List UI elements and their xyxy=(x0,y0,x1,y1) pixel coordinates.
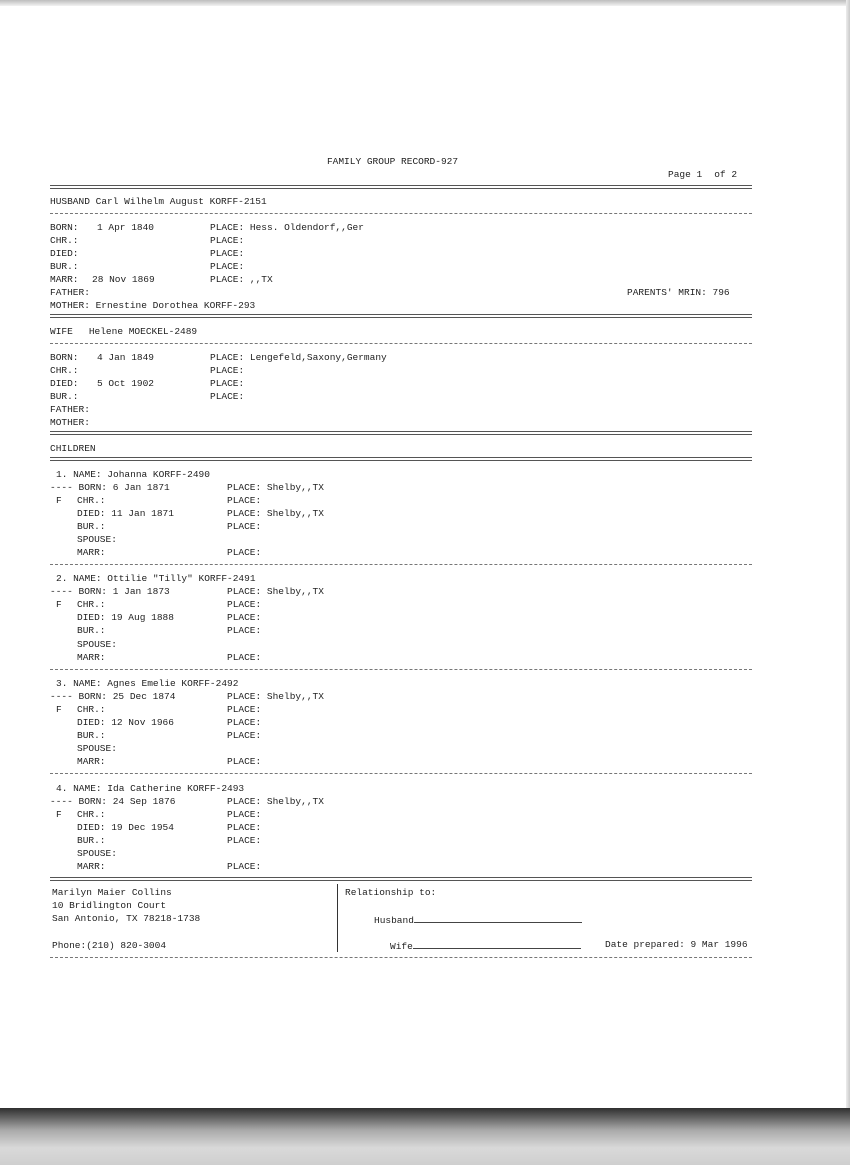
child-died: DIED: 11 Jan 1871 xyxy=(77,508,174,519)
child-born: ---- BORN: 6 Jan 1871 xyxy=(50,482,170,493)
wife-father: FATHER: xyxy=(50,404,90,415)
scan-top-edge xyxy=(0,0,850,6)
child-marr: MARR: xyxy=(77,547,106,558)
child-marr-place: PLACE: xyxy=(227,547,262,558)
dashed-rule xyxy=(50,669,752,670)
child-marr-place: PLACE: xyxy=(227,756,262,767)
child-died-place: PLACE: xyxy=(227,822,262,833)
children-heading: CHILDREN xyxy=(50,443,96,454)
child-spouse: SPOUSE: xyxy=(77,639,117,650)
husband-chr-place: PLACE: xyxy=(210,235,245,246)
child-chr-place: PLACE: xyxy=(227,495,262,506)
child-chr: CHR.: xyxy=(77,704,106,715)
wife-mother: MOTHER: xyxy=(50,417,90,428)
child-sex: F xyxy=(56,495,62,506)
child-died: DIED: 19 Aug 1888 xyxy=(77,612,174,623)
wife-chr-label: CHR.: xyxy=(50,365,79,376)
child-sex: F xyxy=(56,599,62,610)
child-chr: CHR.: xyxy=(77,495,106,506)
child-marr: MARR: xyxy=(77,861,106,872)
child-born: ---- BORN: 25 Dec 1874 xyxy=(50,691,176,702)
husband-signature-line xyxy=(414,913,582,923)
double-rule xyxy=(50,457,752,461)
double-rule xyxy=(50,314,752,318)
wife-name: Helene MOECKEL-2489 xyxy=(88,326,198,337)
preparer-address2: San Antonio, TX 78218-1738 xyxy=(52,913,201,924)
child-bur-place: PLACE: xyxy=(227,835,262,846)
dashed-rule xyxy=(50,564,752,565)
child-born: ---- BORN: 24 Sep 1876 xyxy=(50,796,176,807)
scan-bottom-edge xyxy=(0,1108,850,1165)
husband-marr-label: MARR: xyxy=(50,274,79,285)
wife-died-place: PLACE: xyxy=(210,378,245,389)
child-born-place: PLACE: Shelby,,TX xyxy=(227,796,324,807)
record-title: FAMILY GROUP RECORD-927 xyxy=(326,156,459,167)
dashed-rule xyxy=(50,773,752,774)
dashed-rule xyxy=(50,213,752,214)
page-number xyxy=(668,169,737,180)
husband-died-label: DIED: xyxy=(50,248,79,259)
preparer-name: Marilyn Maier Collins xyxy=(52,887,172,898)
page-label: Page 1 xyxy=(668,169,703,180)
double-rule xyxy=(50,185,752,189)
wife-bur-place: PLACE: xyxy=(210,391,245,402)
child-bur-place: PLACE: xyxy=(227,730,262,741)
husband-father: FATHER: xyxy=(50,287,90,298)
child-bur: BUR.: xyxy=(77,835,106,846)
husband-relationship-label: Husband xyxy=(374,915,414,926)
dashed-rule xyxy=(50,343,752,344)
date-prepared: Date prepared: 9 Mar 1996 xyxy=(605,939,748,950)
footer-divider xyxy=(337,884,338,952)
child-died-place: PLACE: xyxy=(227,717,262,728)
wife-heading xyxy=(50,326,197,337)
husband-label: HUSBAND xyxy=(50,196,90,207)
child-sex: F xyxy=(56,809,62,820)
child-name: 1. NAME: Johanna KORFF-2490 xyxy=(56,469,210,480)
child-spouse: SPOUSE: xyxy=(77,743,117,754)
husband-relationship xyxy=(374,913,582,926)
husband-born-place: PLACE: Hess. Oldendorf,,Ger xyxy=(210,222,364,233)
wife-died-label: DIED: xyxy=(50,378,79,389)
child-sex: F xyxy=(56,704,62,715)
wife-born-place: PLACE: Lengefeld,Saxony,Germany xyxy=(210,352,387,363)
child-died: DIED: 19 Dec 1954 xyxy=(77,822,174,833)
child-born: ---- BORN: 1 Jan 1873 xyxy=(50,586,170,597)
wife-bur-label: BUR.: xyxy=(50,391,79,402)
husband-marr-place: PLACE: ,,TX xyxy=(210,274,273,285)
preparer-address1: 10 Bridlington Court xyxy=(52,900,167,911)
parents-mrin: PARENTS' MRIN: 796 xyxy=(627,287,730,298)
child-bur: BUR.: xyxy=(77,521,106,532)
child-died-place: PLACE: xyxy=(227,612,262,623)
husband-died-place: PLACE: xyxy=(210,248,245,259)
child-born-place: PLACE: Shelby,,TX xyxy=(227,586,324,597)
husband-bur-place: PLACE: xyxy=(210,261,245,272)
wife-relationship xyxy=(390,939,581,952)
child-died: DIED: 12 Nov 1966 xyxy=(77,717,174,728)
child-spouse: SPOUSE: xyxy=(77,848,117,859)
page-of: of 2 xyxy=(714,169,738,180)
child-died-place: PLACE: Shelby,,TX xyxy=(227,508,324,519)
child-bur: BUR.: xyxy=(77,625,106,636)
child-name: 2. NAME: Ottilie "Tilly" KORFF-2491 xyxy=(56,573,256,584)
husband-bur-label: BUR.: xyxy=(50,261,79,272)
child-bur-place: PLACE: xyxy=(227,521,262,532)
husband-chr-label: CHR.: xyxy=(50,235,79,246)
child-born-place: PLACE: Shelby,,TX xyxy=(227,691,324,702)
child-chr: CHR.: xyxy=(77,599,106,610)
child-marr-place: PLACE: xyxy=(227,652,262,663)
child-chr-place: PLACE: xyxy=(227,599,262,610)
child-born-place: PLACE: Shelby,,TX xyxy=(227,482,324,493)
wife-born-date: 4 Jan 1849 xyxy=(97,352,155,363)
child-chr-place: PLACE: xyxy=(227,704,262,715)
husband-mother: MOTHER: Ernestine Dorothea KORFF-293 xyxy=(50,300,256,311)
wife-signature-line xyxy=(413,939,581,949)
wife-label: WIFE xyxy=(50,326,73,337)
child-bur: BUR.: xyxy=(77,730,106,741)
wife-born-label: BORN: xyxy=(50,352,79,363)
husband-name: Carl Wilhelm August KORFF-2151 xyxy=(95,196,267,207)
relationship-label: Relationship to: xyxy=(345,887,437,898)
double-rule xyxy=(50,877,752,881)
child-marr-place: PLACE: xyxy=(227,861,262,872)
wife-died-date: 5 Oct 1902 xyxy=(97,378,155,389)
child-marr: MARR: xyxy=(77,756,106,767)
preparer-phone: Phone:(210) 820-3004 xyxy=(52,940,167,951)
wife-chr-place: PLACE: xyxy=(210,365,245,376)
child-bur-place: PLACE: xyxy=(227,625,262,636)
child-marr: MARR: xyxy=(77,652,106,663)
husband-born-date: 1 Apr 1840 xyxy=(97,222,155,233)
child-spouse: SPOUSE: xyxy=(77,534,117,545)
wife-relationship-label: Wife xyxy=(390,941,413,952)
husband-heading xyxy=(50,196,267,207)
child-name: 3. NAME: Agnes Emelie KORFF-2492 xyxy=(56,678,239,689)
child-chr: CHR.: xyxy=(77,809,106,820)
double-rule xyxy=(50,431,752,435)
dashed-rule xyxy=(50,957,752,958)
scan-right-edge xyxy=(846,0,850,1165)
child-chr-place: PLACE: xyxy=(227,809,262,820)
husband-born-label: BORN: xyxy=(50,222,79,233)
husband-marr-date: 28 Nov 1869 xyxy=(92,274,155,285)
child-name: 4. NAME: Ida Catherine KORFF-2493 xyxy=(56,783,245,794)
